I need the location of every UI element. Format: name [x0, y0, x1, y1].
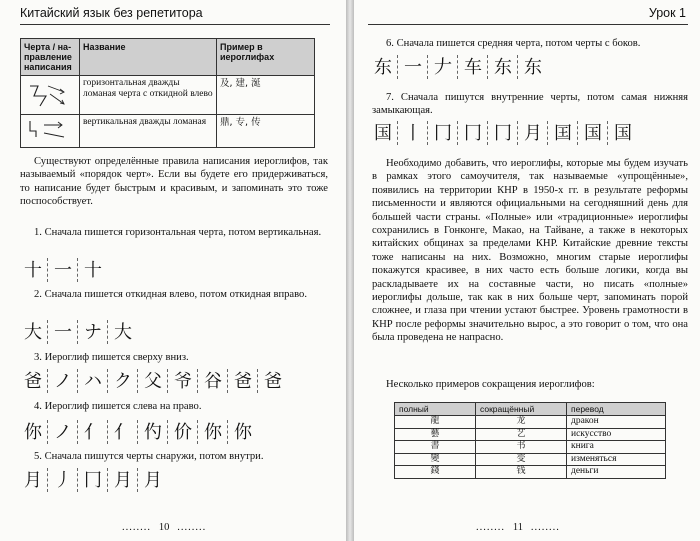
glyph: 你	[24, 422, 42, 443]
stroke-sequence	[22, 418, 254, 444]
table-header-row	[395, 403, 666, 416]
glyph: 东	[524, 57, 542, 78]
running-header: Китайский язык без репетитора	[20, 6, 203, 20]
glyph: 丿	[54, 470, 72, 491]
simplification-table	[394, 402, 666, 479]
glyph: 十	[84, 260, 102, 281]
glyph: 爷	[174, 371, 192, 392]
table-header: полный	[395, 403, 476, 416]
table-cell: 龙	[476, 416, 567, 429]
table-cell: 錢	[395, 466, 476, 479]
zigzag-stroke-icon	[24, 78, 72, 108]
footer-dots: ........	[476, 522, 505, 533]
header-rule	[368, 24, 688, 25]
glyph: 丨	[404, 123, 422, 144]
book-gutter	[346, 0, 354, 541]
table-cell: 及, 建, 涎	[217, 76, 315, 115]
table-row	[21, 76, 315, 115]
table-cell: деньги	[567, 466, 666, 479]
page-number: 10	[158, 522, 170, 533]
vertical-zigzag-stroke-icon	[24, 117, 72, 141]
stroke-sequence	[22, 367, 284, 393]
glyph: 亻	[114, 422, 132, 443]
table-header-row	[21, 39, 315, 76]
glyph: 冂	[464, 123, 482, 144]
glyph: 东	[494, 57, 512, 78]
table-cell: 书	[476, 441, 567, 454]
stroke-sequence	[372, 53, 544, 79]
table-cell: дракон	[567, 416, 666, 429]
table-cell: книга	[567, 441, 666, 454]
examples-intro: Несколько примеров сокращения иероглифов:	[386, 379, 595, 390]
glyph: 价	[174, 422, 192, 443]
table-cell: 鼎, 专, 传	[217, 115, 315, 148]
rule-7: 7. Сначала пишутся внутренние черты, потом самая нижняя замыкающая.	[372, 92, 688, 117]
glyph: 月	[524, 123, 542, 144]
page-footer	[476, 522, 560, 533]
glyph: 一	[54, 260, 72, 281]
glyph: 国	[614, 123, 632, 144]
glyph: ハ	[84, 371, 102, 392]
glyph: ノ	[54, 371, 72, 392]
footer-dots: ........	[122, 522, 151, 533]
main-paragraph: Необходимо добавить, что иероглифы, которые мы будем изучать в рамках этого самоучителя, так называемые «упрощённые», появились на территории КНР в 1950-х гг. в результате реформы письменности и являются официальными на сегодняшний день для большей части страны. «Полные» или «традиционные» иероглифы сохранились в Гонконге, Макао, на Тайване, а также в некоторых китайских общинах за пределами КНР. Китайские древние тексты тоже написаны на них. Возможно, многим старые иероглифы покажутся красивее, в них часто есть больше логики, когда вы раскладываете их на составные части, но писать «полные» иероглифы дольше, так как в них больше черт, запоминать порой сложнее, и глаза при чтении устают быстрее. Уровень грамотности в КНР после реформы значительно вырос, а это говорит о том, что она была проведена не напрасно.	[372, 158, 688, 344]
running-header: Урок 1	[648, 6, 686, 20]
glyph: 你	[234, 422, 252, 443]
table-cell: 龍	[395, 416, 476, 429]
glyph: 亻	[84, 422, 102, 443]
page-footer	[122, 522, 206, 533]
glyph: 月	[144, 470, 162, 491]
glyph: 爸	[24, 371, 42, 392]
table-cell: вертикальная дважды ломаная	[80, 115, 217, 148]
glyph: 月	[114, 470, 132, 491]
table-cell: 藝	[395, 428, 476, 441]
glyph: 一	[404, 57, 422, 78]
rule-6: 6. Сначала пишется средняя черта, потом черты с боков.	[386, 38, 641, 49]
glyph: 国	[374, 123, 392, 144]
glyph: 东	[374, 57, 392, 78]
footer-dots: ........	[177, 522, 207, 533]
glyph: 你	[204, 422, 222, 443]
table-cell: 钱	[476, 466, 567, 479]
footer-dots: ........	[530, 522, 560, 533]
rule-5: 5. Сначала пишутся черты снаружи, потом внутри.	[34, 451, 264, 462]
glyph: 十	[24, 260, 42, 281]
table-cell: 書	[395, 441, 476, 454]
glyph: 车	[464, 57, 482, 78]
table-row	[21, 115, 315, 148]
glyph: 𠂇	[434, 57, 452, 78]
glyph: 大	[24, 322, 42, 343]
stroke-table	[20, 38, 315, 148]
table-row	[395, 466, 666, 479]
table-cell: 变	[476, 453, 567, 466]
rule-4: 4. Иероглиф пишется слева на право.	[34, 401, 202, 412]
glyph: 父	[144, 371, 162, 392]
table-row	[395, 428, 666, 441]
stroke-sequence	[22, 466, 164, 492]
glyph: 冂	[434, 123, 452, 144]
glyph: 谷	[204, 371, 222, 392]
glyph: 月	[24, 470, 42, 491]
glyph: 囯	[554, 123, 572, 144]
stroke-sequence	[372, 119, 634, 145]
glyph: 大	[114, 322, 132, 343]
glyph: 国	[584, 123, 602, 144]
table-header: Пример в иероглифах	[217, 39, 315, 76]
table-header: Черта / на-правление написания	[21, 39, 80, 76]
glyph: 一	[54, 322, 72, 343]
stroke-sequence	[22, 256, 104, 282]
table-cell: 艺	[476, 428, 567, 441]
glyph: ナ	[84, 322, 102, 343]
table-header: сокращённый	[476, 403, 567, 416]
rule-1: 1. Сначала пишется горизонтальная черта, потом вертикальная.	[34, 227, 322, 238]
table-cell: горизонтальная дважды ломаная черта с откидной влево	[80, 76, 217, 115]
table-row	[395, 453, 666, 466]
glyph: ノ	[54, 422, 72, 443]
table-cell: изменяться	[567, 453, 666, 466]
glyph: 仢	[144, 422, 162, 443]
rule-2: 2. Сначала пишется откидная влево, потом откидная вправо.	[34, 289, 308, 300]
table-cell: 變	[395, 453, 476, 466]
left-page	[0, 0, 346, 541]
stroke-diagram	[21, 115, 80, 148]
right-page	[354, 0, 700, 541]
page-number: 11	[512, 522, 523, 533]
intro-paragraph: Существуют определённые правила написания иероглифов, так называемый «порядок черт». Если вы будете его придерживаться, то написание будет быстрым и красивым, и запоминать это тоже поспособствует.	[20, 156, 328, 208]
table-row	[395, 441, 666, 454]
stroke-sequence	[22, 318, 134, 344]
rule-3: 3. Иероглиф пишется сверху вниз.	[34, 352, 189, 363]
glyph: ク	[114, 371, 132, 392]
glyph: 冂	[84, 470, 102, 491]
header-rule	[20, 24, 330, 25]
table-cell: искусство	[567, 428, 666, 441]
glyph: 爸	[264, 371, 282, 392]
glyph: 冂	[494, 123, 512, 144]
glyph: 爸	[234, 371, 252, 392]
table-header: Название	[80, 39, 217, 76]
stroke-diagram	[21, 76, 80, 115]
table-header: перевод	[567, 403, 666, 416]
table-row	[395, 416, 666, 429]
